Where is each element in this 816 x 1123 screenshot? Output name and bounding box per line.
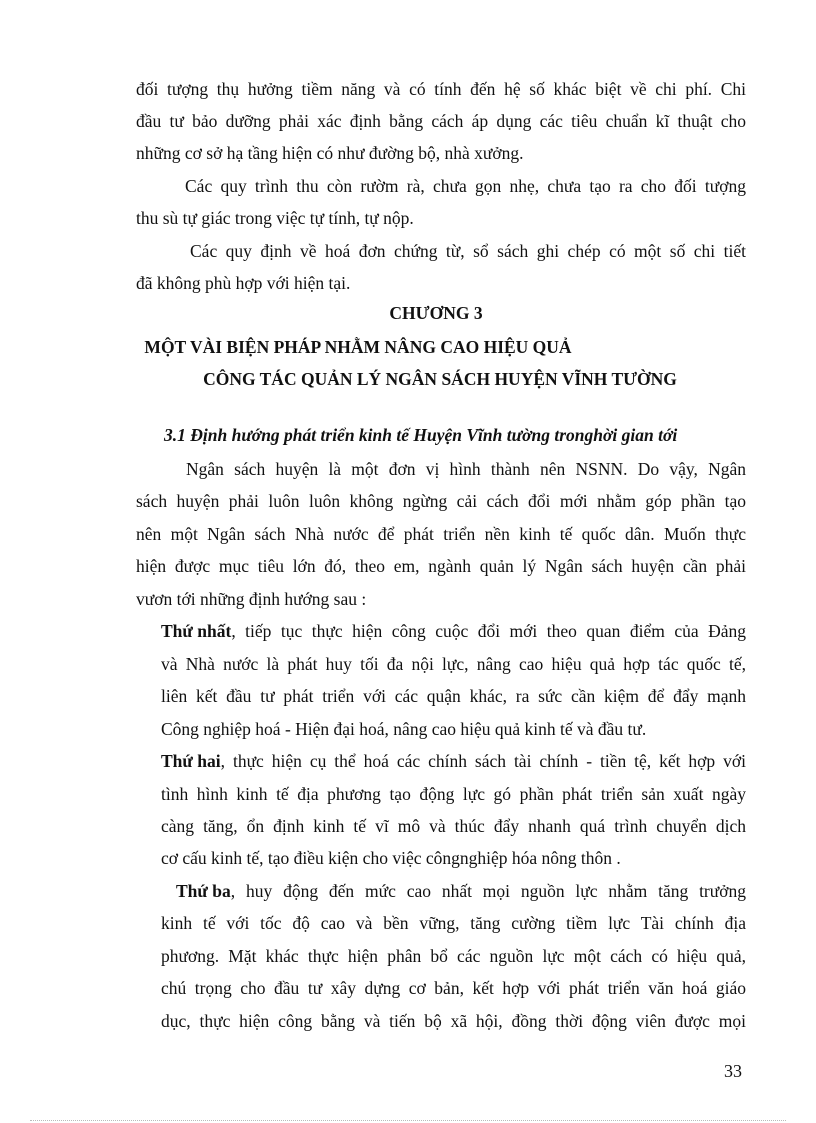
text-line <box>176 880 746 902</box>
text-line: nên một Ngân sách Nhà nước để phát triển nền kinh tế quốc dân. Muốn thực <box>136 524 746 544</box>
item-label-third: Thứ ba <box>176 881 231 901</box>
text-line: Công nghiệp hoá - Hiện đại hoá, nâng cao hiệu quả kinh tế và đầu tư. <box>161 719 647 739</box>
page-number: 33 <box>724 1061 742 1081</box>
text-line: những cơ sở hạ tầng hiện có như đường bộ, nhà xưởng. <box>136 143 524 163</box>
text-line: và Nhà nước là phát huy tối đa nội lực, nâng cao hiệu quả hợp tác quốc tế, <box>161 654 746 674</box>
chapter-label: CHƯƠNG 3 <box>389 303 483 323</box>
text-line: Các quy trình thu còn rườm rà, chưa gọn nhẹ, chưa tạo ra cho đối tượng <box>185 176 746 196</box>
text-line: chú trọng cho đầu tư xây dựng cơ bản, kết hợp với phát triển văn hoá giáo <box>161 978 746 998</box>
text-line: liên kết đầu tư phát triển với các quận khác, ra sức cần kiệm để đẩy mạnh <box>161 686 746 706</box>
text-line: đầu tư bảo dưỡng phải xác định bằng cách áp dụng các tiêu chuẩn kĩ thuật cho <box>136 111 746 131</box>
text-fragment: , thực hiện cụ thể hoá các chính sách tài chính - tiền tệ, kết hợp với <box>220 751 746 771</box>
text-line: sách huyện phải luôn luôn không ngừng cải cách đổi mới nhằm góp phần tạo <box>136 491 746 511</box>
text-line: hiện được mục tiêu lớn đó, theo em, ngành quản lý Ngân sách huyện cần phải <box>136 556 746 576</box>
text-fragment: , huy động đến mức cao nhất mọi nguồn lực nhằm tăng trưởng <box>230 881 746 901</box>
footer-divider <box>30 1120 786 1121</box>
item-label-second: Thứ hai <box>161 751 221 771</box>
text-fragment: , tiếp tục thực hiện công cuộc đổi mới theo quan điểm của Đảng <box>231 621 746 641</box>
text-line: đối tượng thụ hưởng tiềm năng và có tính đến hệ số khác biệt về chi phí. Chi <box>136 79 746 99</box>
section-heading: 3.1 Định hướng phát triển kinh tế Huyện Vĩnh tường tronghời gian tới <box>164 425 678 445</box>
text-line: Các quy định về hoá đơn chứng từ, sổ sách ghi chép có một số chi tiết <box>190 241 746 261</box>
text-line: càng tăng, ổn định kinh tế vĩ mô và thúc đẩy nhanh quá trình chuyển dịch <box>161 816 746 836</box>
text-line <box>161 750 746 772</box>
item-label-first: Thứ nhất <box>161 621 232 641</box>
text-line <box>161 620 746 642</box>
text-line: vươn tới những định hướng sau : <box>136 589 367 609</box>
text-line: dục, thực hiện công bằng và tiến bộ xã hội, đồng thời động viên được mọi <box>161 1011 746 1031</box>
text-line: đã không phù hợp với hiện tại. <box>136 273 351 293</box>
text-line: Ngân sách huyện là một đơn vị hình thành nên NSNN. Do vậy, Ngân <box>186 459 746 479</box>
text-line: phương. Mặt khác thực hiện phân bổ các nguồn lực một cách có hiệu quả, <box>161 946 746 966</box>
chapter-title-line-2: CÔNG TÁC QUẢN LÝ NGÂN SÁCH HUYỆN VĨNH TƯỜNG <box>203 369 677 389</box>
text-line: kinh tế với tốc độ cao và bền vững, tăng cường tiềm lực Tài chính địa <box>161 913 746 933</box>
text-line: thu sù tự giác trong việc tự tính, tự nộp. <box>136 208 414 228</box>
text-line: tình hình kinh tế địa phương tạo động lực gó phần phát triển sản xuất ngày <box>161 784 746 804</box>
text-line: cơ cấu kinh tế, tạo điều kiện cho việc côngnghiệp hóa nông thôn . <box>161 848 621 868</box>
chapter-title-line-1: MỘT VÀI BIỆN PHÁP NHẰM NÂNG CAO HIỆU QUẢ <box>144 337 572 357</box>
